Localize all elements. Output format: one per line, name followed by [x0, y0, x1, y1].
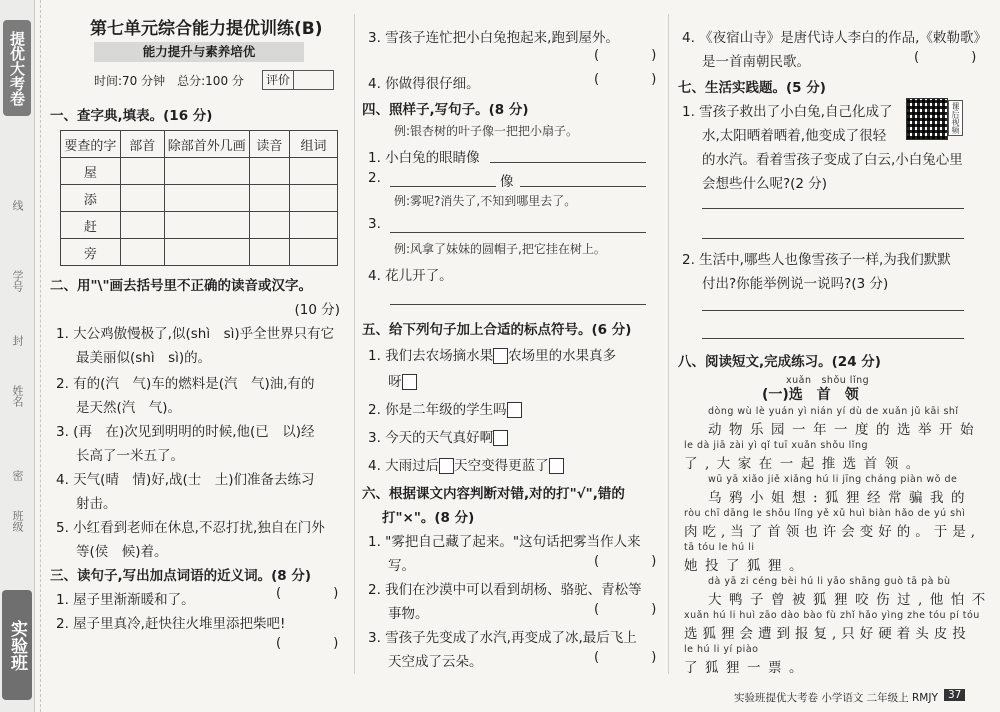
question-line: 3. (再 在)次见到明明的时候,他(已 以)经: [56, 424, 315, 440]
answer-cell[interactable]: [164, 212, 249, 239]
pinyin-line: ròu chī dāng le shǒu lǐng yě xǔ huì biàn hǎo de yú shì: [684, 508, 966, 519]
punctuation-box[interactable]: [493, 348, 508, 364]
section-4-heading: 四、照样子,写句子。(8 分): [362, 102, 529, 118]
column-divider: [354, 14, 355, 674]
answer-cell[interactable]: [164, 239, 249, 266]
char-cell: 添: [61, 185, 121, 212]
qr-code-label: 课后视频: [948, 100, 963, 136]
passage-line: 肉吃,当了首领也许会变好的。于是,: [684, 524, 981, 540]
answer-line[interactable]: [520, 186, 646, 187]
table-header-row: [61, 131, 338, 158]
answer-line[interactable]: [702, 338, 964, 339]
answer-cell[interactable]: [289, 185, 337, 212]
question-line: 2. 屋子里真冷,赶快往火堆里添把柴吧!: [56, 616, 286, 632]
question-line: 会想些什么呢?(2 分): [702, 176, 828, 192]
bind-label: 班级: [11, 510, 24, 532]
column-2: [360, 0, 681, 712]
passage-line: 她投了狐狸。: [684, 558, 810, 574]
section-2-points: (10 分): [294, 302, 340, 318]
answer-bracket[interactable]: ( ): [276, 636, 363, 651]
passage-line: 乌鸦小姐想:狐狸经常骗我的: [708, 490, 973, 506]
answer-bracket[interactable]: ( ): [594, 650, 681, 665]
sentence-part: 农场里的水果真多: [508, 348, 617, 364]
pinyin-line: dòng wù lè yuán yì nián yí dù de xuǎn jǔ kāi shǐ: [708, 406, 959, 417]
question-line: 是一首南朝民歌。: [702, 54, 810, 70]
answer-line[interactable]: [390, 304, 646, 305]
question-line: [368, 344, 616, 364]
pinyin-line: xuǎn hú li huì zāo dào bào fù zhǐ hǎo yìng zhe tóu pí tóu: [684, 610, 980, 621]
section-3-heading: 三、读句子,写出加点词语的近义词。(8 分): [50, 568, 312, 584]
column-3: [678, 0, 1000, 712]
answer-line[interactable]: [702, 310, 964, 311]
bind-label: 学号: [11, 270, 24, 292]
answer-cell[interactable]: [120, 239, 164, 266]
question-line: 是天然(汽 气)。: [76, 400, 182, 416]
exam-info: 时间:70 分钟 总分:100 分: [94, 74, 244, 88]
bind-label: 线: [11, 200, 24, 211]
question-line: 付出?你能举例说一说吗?(3 分): [702, 276, 889, 292]
question-line: 写。: [388, 558, 415, 574]
sentence-part: 2. 你是二年级的学生吗: [368, 402, 507, 418]
passage-line: 大鸭子曾被狐狸咬伤过,他怕不: [708, 592, 993, 608]
table-row: [61, 185, 338, 212]
table-header: 读音: [249, 131, 289, 158]
dictionary-table: [60, 130, 338, 266]
answer-bracket[interactable]: ( ): [276, 586, 363, 601]
question-line: 的水汽。看着雪孩子变成了白云,小白兔心里: [702, 152, 963, 168]
char-cell: 屋: [61, 158, 121, 185]
section-6-heading: 六、根据课文内容判断对错,对的打"√",错的: [362, 486, 625, 502]
passage-title: (一)选 首 领: [762, 387, 859, 403]
question-line: 3. 雪孩子先变成了水汽,再变成了冰,最后飞上: [368, 630, 637, 646]
bind-label: 姓名: [11, 385, 24, 407]
example-sentence: 例:银杏树的叶子像一把把小扇子。: [394, 124, 579, 138]
question-line: 4. 《夜宿山寺》是唐代诗人李白的作品,《敕勒歌》: [682, 30, 987, 46]
question-line: 1. "雾把自己藏了起来。"这句话把雾当作人来: [368, 534, 641, 550]
question-line: [388, 370, 417, 390]
question-line: 事物。: [388, 606, 429, 622]
question-line: 等(侯 候)着。: [76, 544, 168, 560]
section-5-heading: 五、给下列句子加上合适的标点符号。(6 分): [362, 322, 632, 338]
punctuation-box[interactable]: [507, 402, 522, 418]
punctuation-box[interactable]: [493, 430, 508, 446]
sentence-part: 3. 今天的天气真好啊: [368, 430, 494, 446]
example-sentence: 例:雾呢?消失了,不知到哪里去了。: [394, 194, 577, 208]
pinyin-line: le hú li yí piào: [684, 644, 759, 655]
question-line: 5. 小红看到老师在休息,不忍打扰,独自在门外: [56, 520, 325, 536]
binding-strip: [0, 0, 35, 712]
section-2-heading: 二、用"\"画去括号里不正确的读音或汉字。: [50, 278, 312, 294]
question-line: 2. 生活中,哪些人也像雪孩子一样,为我们默默: [682, 252, 951, 268]
answer-line[interactable]: [490, 162, 646, 163]
answer-line[interactable]: [702, 238, 964, 239]
question-line: 最美丽似(shì sì)的。: [76, 350, 212, 366]
punctuation-box[interactable]: [439, 458, 454, 474]
punctuation-box[interactable]: [549, 458, 564, 474]
table-row: [61, 158, 338, 185]
question-line: 1. 屋子里渐渐暖和了。: [56, 592, 195, 608]
question-line: [368, 426, 508, 446]
answer-bracket[interactable]: ( ): [914, 50, 1000, 65]
bind-label: 密: [11, 470, 24, 481]
passage-line: 选狐狸会遭到报复,只好硬着头皮投: [684, 626, 971, 642]
question-line: 3.: [368, 216, 381, 232]
answer-cell[interactable]: [289, 239, 337, 266]
passage-line: 了,大家在一起推选首领。: [684, 456, 927, 472]
answer-cell[interactable]: [289, 212, 337, 239]
table-header: 组词: [289, 131, 337, 158]
column-1: [50, 0, 363, 712]
page-title: 第七单元综合能力提优训练(B): [90, 19, 323, 39]
table-header: 要查的字: [61, 131, 121, 158]
table-row: [61, 212, 338, 239]
question-line: 1. 大公鸡傲慢极了,似(shì sì)乎全世界只有它: [56, 326, 335, 342]
table-header: 部首: [120, 131, 164, 158]
answer-cell[interactable]: [249, 158, 289, 185]
passage-title-pinyin: xuǎn shǒu lǐng: [786, 375, 870, 386]
section-8-heading: 八、阅读短文,完成练习。(24 分): [678, 354, 881, 370]
answer-cell[interactable]: [164, 158, 249, 185]
char-cell: 旁: [61, 239, 121, 266]
answer-cell[interactable]: [289, 158, 337, 185]
question-line: 1. 雪孩子救出了小白兔,自己化成了: [682, 104, 893, 120]
question-line: 水,太阳晒着晒着,他变成了很轻: [702, 128, 887, 144]
question-line: [368, 454, 564, 474]
question-line: 射击。: [76, 496, 117, 512]
answer-cell[interactable]: [120, 185, 164, 212]
evaluation-box[interactable]: [262, 70, 334, 90]
answer-cell[interactable]: [120, 158, 164, 185]
section-7-heading: 七、生活实践题。(5 分): [678, 80, 826, 96]
answer-cell[interactable]: [249, 239, 289, 266]
question-line: 4. 花儿开了。: [368, 268, 453, 284]
section-1-heading: 一、查字典,填表。(16 分): [50, 108, 213, 124]
question-line: 2. 有的(汽 气)车的燃料是(汽 气)油,有的: [56, 376, 315, 392]
answer-cell[interactable]: [120, 212, 164, 239]
sentence-part: 4. 大雨过后: [368, 458, 440, 474]
page-number: 37: [944, 689, 965, 701]
passage-line: 动物乐园一年一度的选举开始: [708, 422, 981, 438]
footer-text: 实验班提优大考卷 小学语文 二年级上 RMJY: [734, 692, 938, 704]
question-line: 2.: [368, 170, 381, 186]
question-line: [368, 398, 522, 418]
question-line: 天空成了云朵。: [388, 654, 483, 670]
answer-cell[interactable]: [249, 212, 289, 239]
sentence-part: 1. 我们去农场摘水果: [368, 348, 494, 364]
answer-bracket[interactable]: ( ): [594, 48, 681, 63]
qr-code[interactable]: [906, 98, 948, 140]
question-line: 4. 天气(晴 情)好,战(士 土)们准备去练习: [56, 472, 315, 488]
pinyin-line: tā tóu le hú li: [684, 542, 755, 553]
pinyin-line: le dà jiā zài yì qǐ tuī xuǎn shǒu lǐng: [684, 440, 868, 451]
question-line: 2. 我们在沙漠中可以看到胡杨、骆驼、青松等: [368, 582, 642, 598]
answer-line[interactable]: [702, 208, 964, 209]
question-line: 4. 你做得很仔细。: [368, 76, 480, 92]
section-6-heading-cont: 打"×"。(8 分): [382, 510, 475, 526]
question-line: 长高了一米五了。: [76, 448, 184, 464]
cut-line: [40, 0, 41, 712]
question-line: 1. 小白兔的眼睛像: [368, 150, 480, 166]
pinyin-line: wū yā xiǎo jiě xiǎng hú li jīng cháng piàn wǒ de: [708, 474, 958, 485]
answer-bracket[interactable]: ( ): [594, 602, 681, 617]
column-divider: [668, 14, 669, 674]
bind-label: 封: [11, 335, 24, 346]
question-line: 像: [500, 174, 514, 190]
page-subtitle: 能力提升与素养培优: [94, 42, 304, 62]
answer-cell[interactable]: [249, 185, 289, 212]
answer-bracket[interactable]: ( ): [594, 554, 681, 569]
char-cell: 赶: [61, 212, 121, 239]
answer-cell[interactable]: [164, 185, 249, 212]
sentence-part: 天空变得更蓝了: [454, 458, 549, 474]
answer-line[interactable]: [390, 232, 646, 233]
answer-bracket[interactable]: ( ): [594, 72, 681, 87]
punctuation-box[interactable]: [402, 374, 417, 390]
passage-line: 了狐狸一票。: [684, 660, 810, 676]
brand-top-label: 提优大考卷: [3, 20, 31, 116]
sentence-part: 呀: [388, 374, 402, 390]
example-sentence: 例:风拿了妹妹的圆帽子,把它挂在树上。: [394, 242, 606, 256]
evaluation-label: 评价: [263, 71, 294, 89]
answer-line[interactable]: [390, 186, 496, 187]
table-row: [61, 239, 338, 266]
table-header: 除部首外几画: [164, 131, 249, 158]
brand-bottom-label: 实验班: [2, 590, 32, 700]
pinyin-line: dà yā zi céng bèi hú li yǎo shāng guò tā pà bù: [708, 576, 951, 587]
question-line: 3. 雪孩子连忙把小白兔抱起来,跑到屋外。: [368, 30, 619, 46]
